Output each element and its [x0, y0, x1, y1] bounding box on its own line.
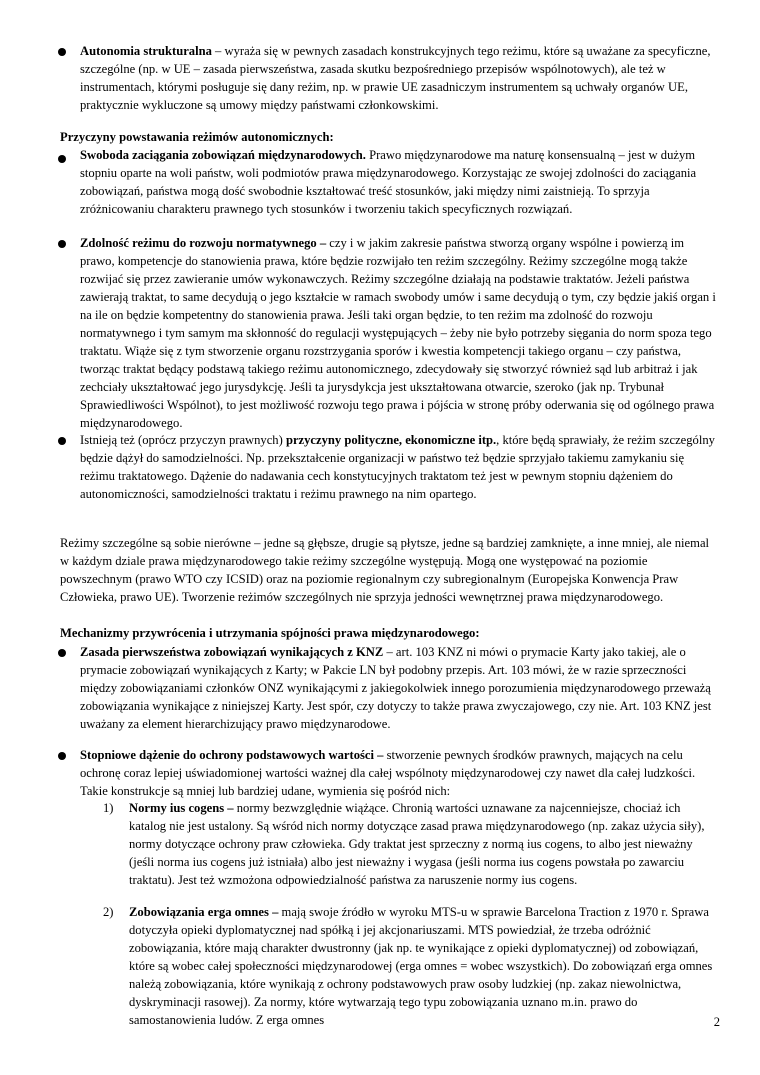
list-number: 2) [103, 905, 114, 919]
bullet-icon [58, 48, 66, 56]
bullet-icon [58, 155, 66, 163]
bold-term: Zdolność reżimu do rozwoju normatywnego – [80, 236, 327, 250]
bullet-icon [58, 649, 66, 657]
paragraph-text: Prawo międzynarodowe ma naturę konsensualną – jest w dużym stopniu oparte na woli państw, woli podmiotów prawa międzynarodowego. Korzystając ze swojej zdolności do zaciągania zobowiązań, państwa mogą dość swobodnie kształtować treść stosunków, jaki między nimi zaistnieją. To sprzyja zróżnicowaniu charakteru prawnego tych stosunków i tworzeniu takich specyficznych rozwiązań. [80, 148, 697, 216]
page-number: 2 [713, 1015, 720, 1029]
bold-term: Swoboda zaciągania zobowiązań międzynarodowych. [80, 148, 366, 162]
paragraph-autonomia-strukturalna [80, 42, 717, 114]
paragraph-zdolnosc [80, 234, 717, 432]
bullet-icon [58, 437, 66, 445]
bold-term: Zobowiązania erga omnes – [129, 905, 279, 919]
list-item-erga-omnes [129, 903, 717, 1029]
bullet-icon [58, 752, 66, 760]
paragraph-zasada-pierwszenstwa [80, 643, 717, 733]
list-item-ius-cogens [129, 799, 717, 889]
paragraph-ochrona-wartosci [80, 746, 717, 800]
section-heading: Przyczyny powstawania reżimów autonomicznych: [60, 130, 334, 144]
paragraph-text: stworzenie pewnych środków prawnych, mających na celu ochronę coraz lepiej uświadomionej wartości ważnej dla całej wspólnoty międzynarodowej czy nawet dla całej ludzkości. Takie konstrukcje są mniej lub bardziej udane, wymienia się pośród nich: [80, 748, 696, 798]
bold-term: Stopniowe dążenie do ochrony podstawowych wartości – [80, 748, 384, 762]
paragraph-text: Istnieją też (oprócz przyczyn prawnych) [80, 433, 286, 447]
list-number: 1) [103, 801, 114, 815]
bold-term: Autonomia strukturalna [80, 44, 212, 58]
section-heading: Mechanizmy przywrócenia i utrzymania spójności prawa międzynarodowego: [60, 626, 480, 640]
paragraph-text: czy i w jakim zakresie państwa stworzą organy wspólne i powierzą im prawo, kompetencje do stanowienia prawa, które będzie rozwijało ten reżim szczególny. Reżimy szczególne mogą także rozwijać się przez zawieranie umów wykonawczych. Reżimy szczególne działają na podstawie traktatów. Jeżeli państwa zawierają traktat, to same decydują o jego kształcie w ramach swobody umów i same decydują o tym, czy będzie jakiś organ i na ile on będzie kompetentny do stanowienia prawa. Jeśli taki organ będzie, to ten reżim ma zdolność do rozwoju normatywnego i tym samym ma skłonność do regulacji występujących – żeby nie było potrzeby sięgania do norm spoza tego traktatu. Wiąże się z tym stworzenie organu rozstrzygania sporów i kwestia kompetencji takiego organu – czy państwa, tworząc traktat będący podstawą takiego reżimu autonomicznego, zdecydowały się stworzyć również sąd lub arbitraż i jak zechciały ukształtować jego jurysdykcję. Jeśli ta jurysdykcja jest ukształtowana otwarcie, szeroko (jak np. Trybunał Sprawiedliwości Wspólnot), to jest możliwość rozwoju tego prawa i pójścia w stronę próby oderwania się od ogólnego prawa międzynarodowego. [80, 236, 716, 430]
bold-term: Normy ius cogens – [129, 801, 234, 815]
bold-term: Zasada pierwszeństwa zobowiązań wynikających z KNZ [80, 645, 384, 659]
paragraph-przyczyny-polityczne [80, 431, 717, 503]
paragraph-swoboda [80, 146, 717, 218]
paragraph-text: – art. 103 KNZ ni mówi o prymacie Karty jako takiej, ale o prymacie zobowiązań wynikających z Karty; w Pakcie LN był podobny przepis. Art. 103 mówi, że w razie sprzeczności między zobowiązaniami członków ONZ wynikającymi z jakiegokolwiek innego porozumienia międzynarodowego przeważą zobowiązania wynikające z niniejszej Karty. Jest spór, czy dotyczy to także prawa zwyczajowego, czy nie. Art. 103 KNZ jest uważany za element hierarchizujący prawo międzynarodowe. [80, 645, 712, 731]
bullet-icon [58, 240, 66, 248]
paragraph-text: – wyraża się w pewnych zasadach konstrukcyjnych tego reżimu, które są uważane za specyficzne, szczególne (np. w UE – zasada pierwszeństwa, zasada skutku bezpośredniego przepisów wspólnotowych), ale też w instrumentach, którymi posługuje się dany reżim, np. w prawie UE zasadniczym instrumentem są uchwały organów UE, praktycznie wykluczone są umowy między państwami członkowskimi. [80, 44, 711, 112]
paragraph-text: mają swoje źródło w wyroku MTS-u w sprawie Barcelona Traction z 1970 r. Sprawa dotyczyła opieki dyplomatycznej nad spółką i jej akcjonariuszami. MTS powiedział, że trzeba odróżnić zobowiązania, które mają charakter dwustronny (jak np. te wynikające z opieki dyplomatycznej) od zobowiązań, które są wobec całej społeczności międzynarodowej (erga omnes = wobec wszystkich). Do zobowiązań erga omnes należą zobowiązania, które wynikają z ochrony podstawowych praw osoby ludzkiej (np. zakaz niewolnictwa, dyskryminacji rasowej). Za normy, które wytwarzają tego typu zobowiązania uznano m.in. prawo do samostanowienia ludów. Z erga omnes [129, 905, 713, 1027]
paragraph-text: normy bezwzględnie wiążące. Chronią wartości uznawane za najcenniejsze, chociaż ich katalog nie jest ustalony. Są wśród nich normy dotyczące zasad prawa międzynarodowego (np. zakaz użycia siły), normy dotyczące ochrony praw człowieka. Gdy traktat jest sprzeczny z normą ius cogens, to albo jest nieważny (jeśli norma ius cogens już istniała) albo jest nieważny i wygasa (jeśli norma ius cogens powstała po zawarciu traktatu). Jest też wzmożona odpowiedzialność państwa za naruszenie normy ius cogens. [129, 801, 705, 887]
paragraph-text: , które będą sprawiały, że reżim szczególny będzie dążył do samodzielności. Np. przekształcenie organizacji w państwo też będzie sprzyjało takiemu zamykaniu się reżimu traktatowego. Dążenie do nadawania cech konstytucyjnych traktatom też jest w pewnym stopniu dążeniem do autonomiczności, samodzielności traktatu i reżimu prawnego na nim opartego. [80, 433, 715, 501]
bold-term: przyczyny polityczne, ekonomiczne itp. [285, 433, 497, 447]
paragraph-rezimy-szczegolne: Reżimy szczególne są sobie nierówne – jedne są głębsze, drugie są płytsze, jedne są bardziej zamknięte, a inne mniej, ale niemal w każdym dziale prawa międzynarodowego takie reżimy szczególne występują. Mogą one występować na poziomie powszechnym (prawo WTO czy ICSID) oraz na poziomie regionalnym czy subregionalnym (Europejska Konwencja Praw Człowieka, prawo UE). Tworzenie reżimów szczególnych nie sprzyja jedności wewnętrznej prawa międzynarodowego. [60, 536, 710, 604]
